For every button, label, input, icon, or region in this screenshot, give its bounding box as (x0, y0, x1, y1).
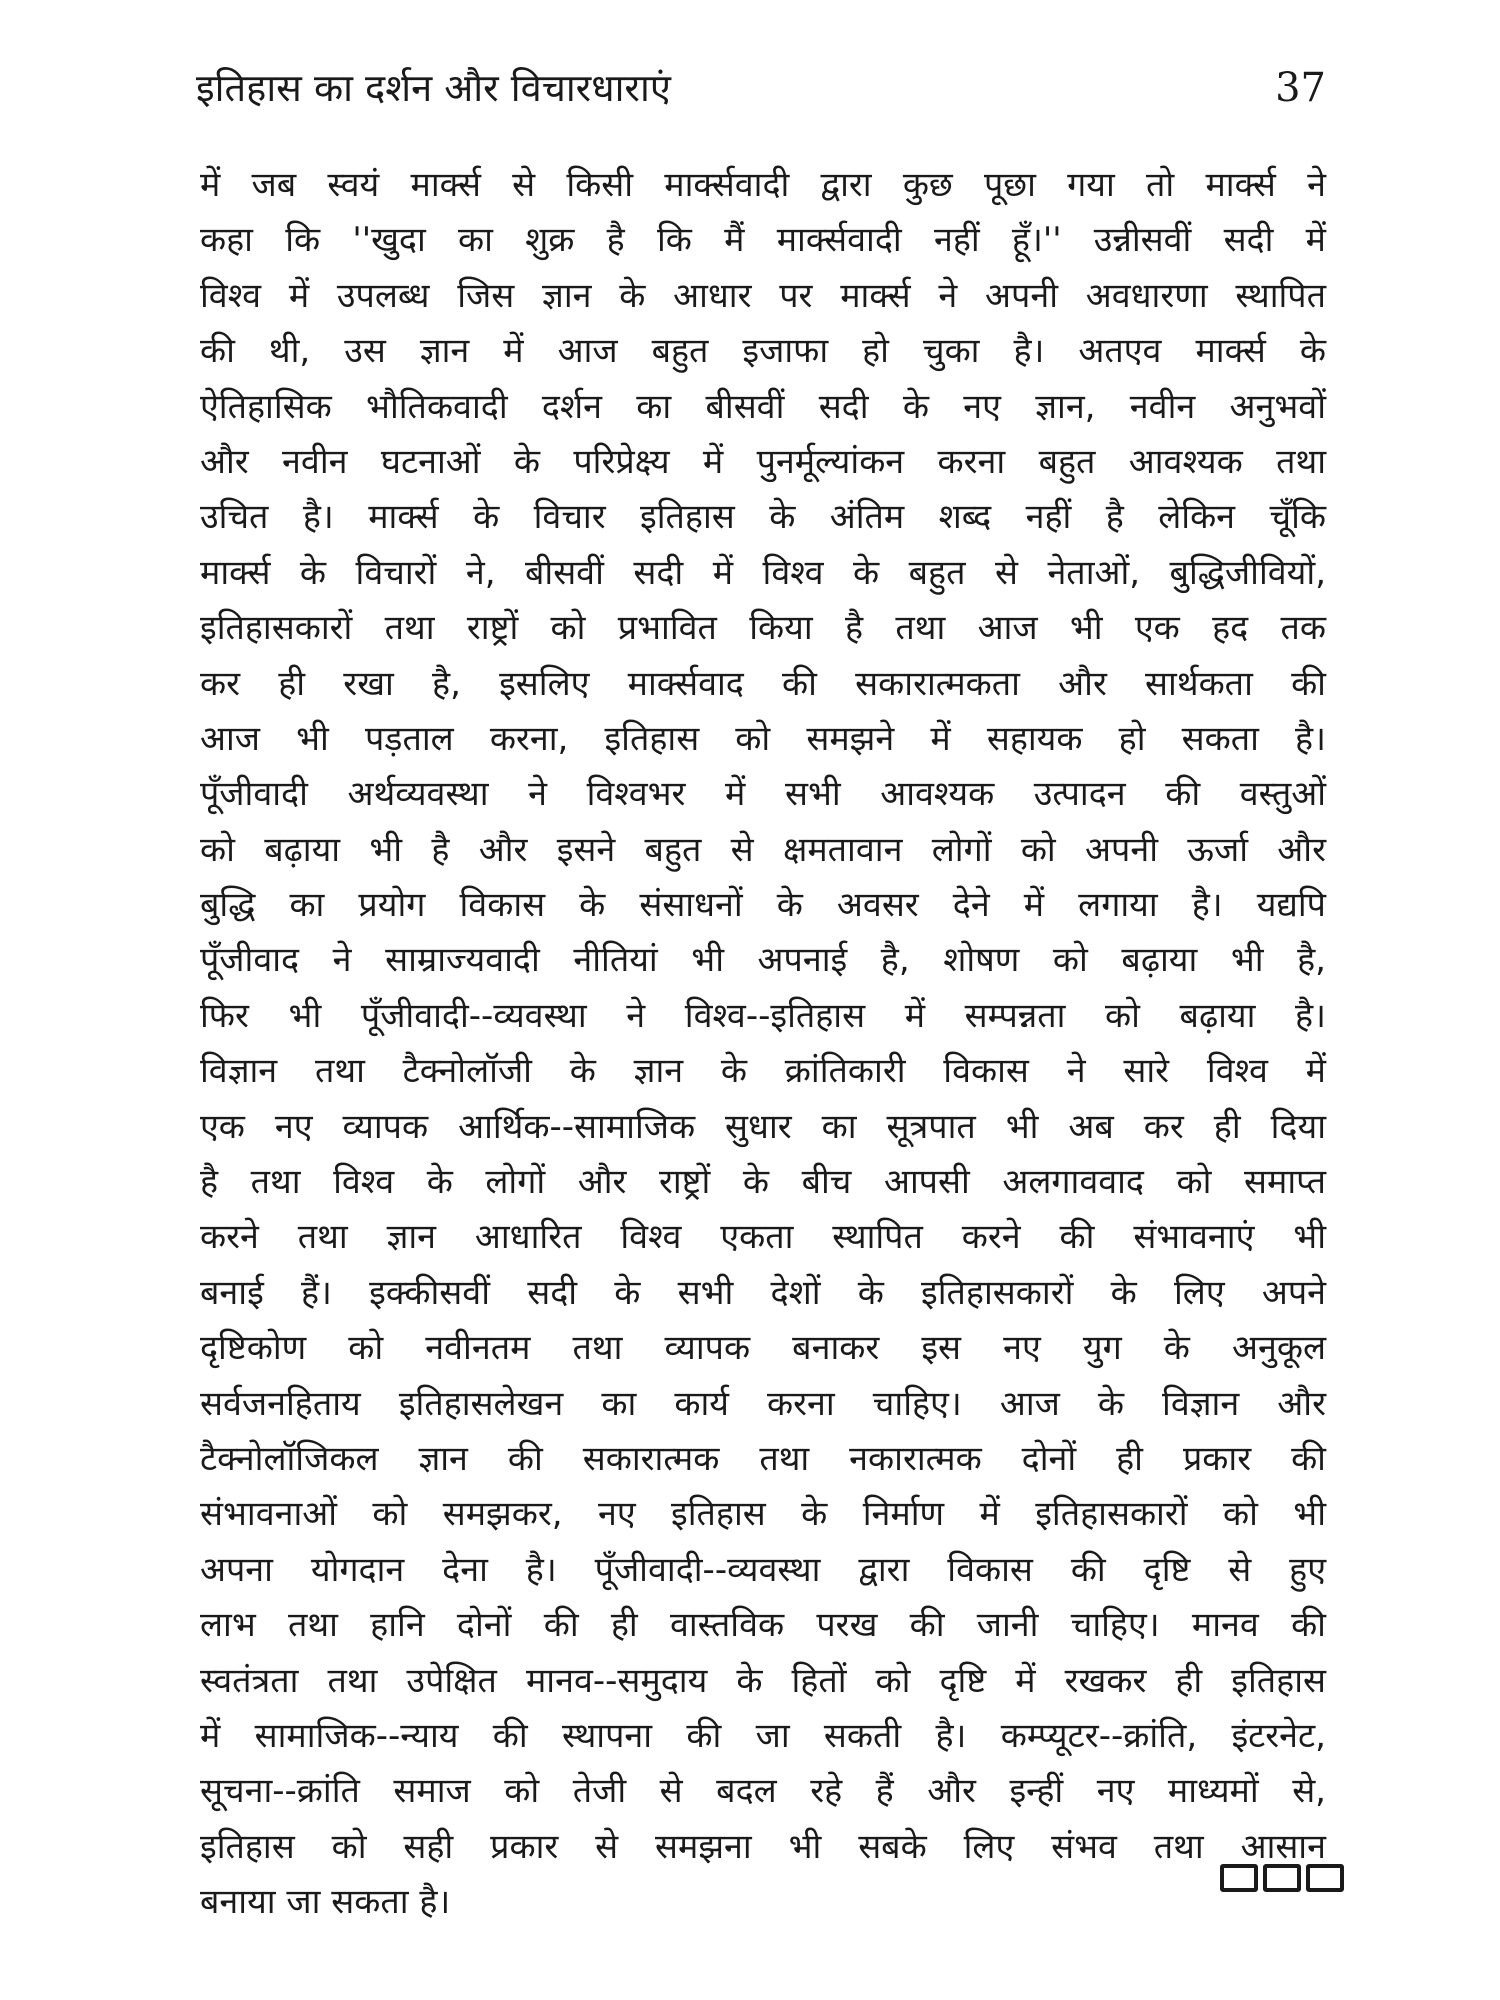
end-mark-box (1263, 1864, 1301, 1892)
text-line: विश्व में उपलब्ध जिस ज्ञान के आधार पर मार्क्स ने अपनी अवधारणा स्थापित (200, 275, 1326, 316)
text-line: मार्क्स के विचारों ने, बीसवीं सदी में विश्व के बहुत से नेताओं, बुद्धिजीवियों, (200, 552, 1326, 593)
text-line: उचित है। मार्क्स के विचार इतिहास के अंतिम शब्द नहीं है लेकिन चूँकि (200, 497, 1326, 538)
text-line: बनाई हैं। इक्कीसवीं सदी के सभी देशों के इतिहासकारों के लिए अपने (200, 1272, 1326, 1313)
text-line: इतिहासकारों तथा राष्ट्रों को प्रभावित किया है तथा आज भी एक हद तक (200, 608, 1326, 649)
text-line: करने तथा ज्ञान आधारित विश्व एकता स्थापित करने की संभावनाएं भी (200, 1217, 1326, 1258)
text-line: दृष्टिकोण को नवीनतम तथा व्यापक बनाकर इस नए युग के अनुकूल (200, 1328, 1326, 1369)
text-line: है तथा विश्व के लोगों और राष्ट्रों के बीच आपसी अलगाववाद को समाप्त (200, 1162, 1326, 1203)
text-line: में सामाजिक--न्याय की स्थापना की जा सकती है। कम्प्यूटर--क्रांति, इंटरनेट, (200, 1715, 1326, 1756)
body-paragraph (200, 158, 1326, 1931)
text-line: पूँजीवाद ने साम्राज्यवादी नीतियां भी अपनाई है, शोषण को बढ़ाया भी है, (200, 940, 1326, 981)
end-mark-box (1306, 1864, 1344, 1892)
text-line: ऐतिहासिक भौतिकवादी दर्शन का बीसवीं सदी के नए ज्ञान, नवीन अनुभवों (200, 386, 1326, 427)
running-header (196, 60, 1326, 120)
text-line: कर ही रखा है, इसलिए मार्क्सवाद की सकारात्मकता और सार्थकता की (200, 663, 1326, 704)
text-line: अपना योगदान देना है। पूँजीवादी--व्यवस्था द्वारा विकास की दृष्टि से हुए (200, 1549, 1326, 1590)
text-line: संभावनाओं को समझकर, नए इतिहास के निर्माण में इतिहासकारों को भी (200, 1494, 1326, 1535)
end-mark-box (1220, 1864, 1258, 1892)
text-line: टैक्नोलॉजिकल ज्ञान की सकारात्मक तथा नकारात्मक दोनों ही प्रकार की (200, 1438, 1326, 1479)
text-line: फिर भी पूँजीवादी--व्यवस्था ने विश्व--इतिहास में सम्पन्नता को बढ़ाया है। (200, 995, 1326, 1036)
text-line: लाभ तथा हानि दोनों की ही वास्तविक परख की जानी चाहिए। मानव की (200, 1605, 1326, 1646)
text-line: सूचना--क्रांति समाज को तेजी से बदल रहे हैं और इन्हीं नए माध्यमों से, (200, 1771, 1326, 1812)
text-line: पूँजीवादी अर्थव्यवस्था ने विश्वभर में सभी आवश्यक उत्पादन की वस्तुओं (200, 774, 1326, 815)
text-line: बुद्धि का प्रयोग विकास के संसाधनों के अवसर देने में लगाया है। यद्यपि (200, 885, 1326, 926)
text-line: आज भी पड़ताल करना, इतिहास को समझने में सहायक हो सकता है। (200, 718, 1326, 759)
text-line: में जब स्वयं मार्क्स से किसी मार्क्सवादी द्वारा कुछ पूछा गया तो मार्क्स ने (200, 165, 1326, 205)
chapter-title: इतिहास का दर्शन और विचारधाराएं (196, 66, 671, 110)
text-line: स्वतंत्रता तथा उपेक्षित मानव--समुदाय के हितों को दृष्टि में रखकर ही इतिहास (200, 1660, 1326, 1701)
three-box-section-end-icon (1220, 1864, 1344, 1892)
text-line: को बढ़ाया भी है और इसने बहुत से क्षमतावान लोगों को अपनी ऊर्जा और (200, 829, 1326, 870)
text-line: और नवीन घटनाओं के परिप्रेक्ष्य में पुनर्मूल्यांकन करना बहुत आवश्यक तथा (200, 441, 1326, 482)
text-line: कहा कि ''खुदा का शुक्र है कि मैं मार्क्सवादी नहीं हूँ।'' उन्नीसवीं सदी में (200, 220, 1326, 261)
text-line: बनाया जा सकता है। (200, 1882, 451, 1923)
text-line: विज्ञान तथा टैक्नोलॉजी के ज्ञान के क्रांतिकारी विकास ने सारे विश्व में (200, 1051, 1326, 1092)
page-number: 37 (1275, 65, 1326, 111)
text-line: की थी, उस ज्ञान में आज बहुत इजाफा हो चुका है। अतएव मार्क्स के (200, 331, 1326, 372)
text-line: इतिहास को सही प्रकार से समझना भी सबके लिए संभव तथा आसान (200, 1826, 1326, 1867)
text-line: एक नए व्यापक आर्थिक--सामाजिक सुधार का सूत्रपात भी अब कर ही दिया (200, 1106, 1326, 1147)
text-line: सर्वजनहिताय इतिहासलेखन का कार्य करना चाहिए। आज के विज्ञान और (200, 1383, 1326, 1424)
